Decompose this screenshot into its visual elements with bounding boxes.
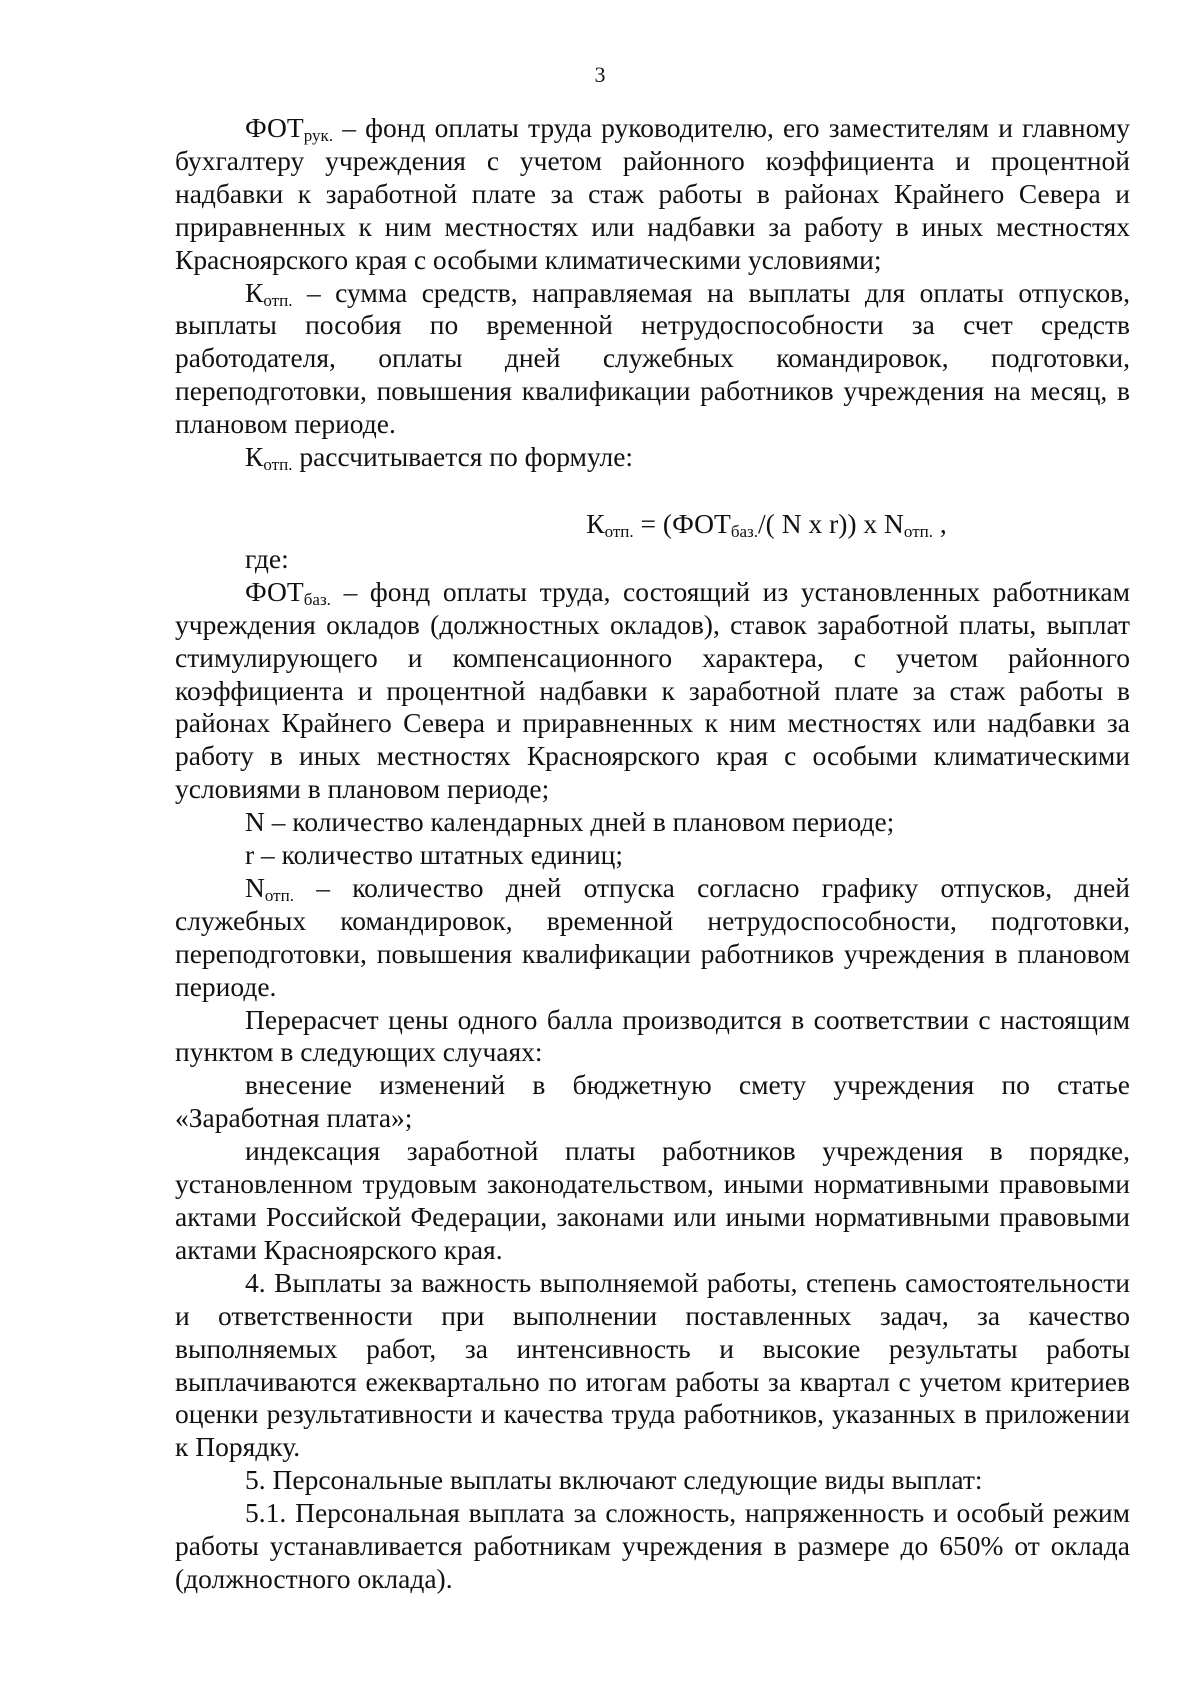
term-symbol: ФОТ [245, 575, 304, 607]
where-label: где: [245, 542, 289, 574]
paragraph-recalc: Перерасчет цены одного балла производится в соответствии с настоящим пунктом в следующих случаях: [175, 1003, 1130, 1068]
paragraph-fot-ruk [175, 112, 1130, 277]
paragraph-indexation: индексация заработной платы работников учреждения в порядке, установленном трудовым законодательством, иными нормативными правовыми актами Российской Федерации, законами или иными нормативными правовыми актами Красноярского края. [175, 1135, 1130, 1265]
paragraph-fot-baz [175, 576, 1130, 806]
formula-mid: /( N x r)) x N [758, 507, 904, 539]
paragraph-item-5-1: 5.1. Персональная выплата за сложность, напряженность и особый режим работы устанавливается работникам учреждения в размере до 650% от оклада (должностного оклада). [175, 1497, 1130, 1594]
paragraph-item-4: 4. Выплаты за важность выполняемой работы, степень самостоятельности и ответственности при выполнении поставленных задач, за качество выполняемых работ, за интенсивность и высокие результаты работы выплачиваются ежеквартально по итогам работы за квартал с учетом критериев оценки результативности и качества труда работников, указанных в приложении к Порядку. [175, 1266, 1130, 1463]
paragraph-r-units: r – количество штатных единиц; [245, 839, 624, 871]
term-subscript: отп. [264, 885, 294, 905]
formula-eq: = (ФОТ [633, 507, 731, 539]
paragraph-text: – фонд оплаты труда руководителю, его заместителям и главному бухгалтеру учреждения с учетом районного коэффициента и процентной надбавки к заработной плате за стаж работы в районах Крайнего Севера и приравненных к ним местностях или надбавки за работу в иных местностях Красноярского края с особыми климатическими условиями; [175, 112, 1130, 275]
paragraph-item-5: 5. Персональные выплаты включают следующие виды выплат: [245, 1464, 983, 1496]
document-body [175, 112, 1130, 1596]
formula [175, 508, 1130, 541]
paragraph-n-days: N – количество календарных дней в плановом периоде; [245, 806, 895, 838]
term-symbol: К [245, 276, 264, 308]
term-subscript: отп. [263, 455, 293, 475]
paragraph-n-otp [175, 872, 1130, 1004]
paragraph-text: рассчитывается по формуле: [292, 441, 634, 473]
formula-k: К [586, 507, 605, 539]
term-subscript: отп. [263, 290, 293, 310]
formula-k-sub: отп. [604, 521, 634, 541]
paragraph-budget-change: внесение изменений в бюджетную смету учреждения по статье «Заработная плата»; [175, 1069, 1130, 1134]
term-subscript: рук. [303, 126, 334, 145]
page-number: 3 [594, 62, 606, 87]
paragraph-text: – сумма средств, направляемая на выплаты для оплаты отпусков, выплаты пособия по временной нетрудоспособности за счет средств работодателя, оплаты дней служебных командировок, подготовки, переподготовки, повышения квалификации работников учреждения на месяц, в плановом периоде. [175, 276, 1130, 440]
paragraph-k-otp-formula-intro [175, 441, 1130, 474]
formula-end: , [933, 507, 947, 539]
paragraph-text: – фонд оплаты труда, состоящий из установленных работникам учреждения окладов (должностных окладов), ставок заработной платы, выплат стимулирующего и компенсационного характера, с учетом районного коэффициента и процентной надбавки к заработной плате за стаж работы в районах Крайнего Севера и приравненных к ним местностях или надбавки за работу в иных местностях Красноярского края с особыми климатическими условиями в плановом периоде; [175, 575, 1130, 805]
formula-n-sub: отп. [903, 521, 934, 541]
paragraph-text: – количество дней отпуска согласно графику отпусков, дней служебных командировок, временной нетрудоспособности, подготовки, переподготовки, повышения квалификации работников учреждения в плановом периоде. [175, 871, 1130, 1002]
term-symbol: N [245, 871, 265, 903]
term-symbol: ФОТ [245, 112, 304, 143]
paragraph-k-otp [175, 277, 1130, 442]
term-symbol: К [245, 441, 264, 473]
formula-fot-sub: баз. [730, 521, 759, 541]
term-subscript: баз. [303, 589, 331, 609]
